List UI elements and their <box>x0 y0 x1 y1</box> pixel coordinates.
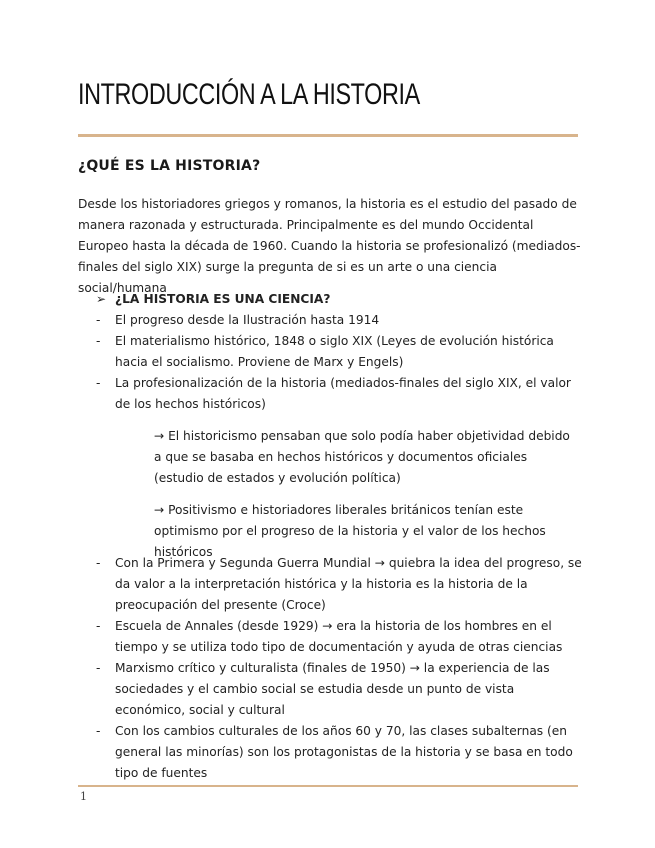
dash-bullet-icon: - <box>96 556 101 570</box>
section-heading: ¿QUÉ ES LA HISTORIA? <box>78 158 261 174</box>
list-item <box>78 553 583 616</box>
list-item <box>78 721 583 784</box>
list-item <box>78 658 583 721</box>
list-item-text: Marxismo crítico y culturalista (finales de 1950) → la experiencia de las sociedades y el cambio social se estudia desde un punto de vista económico, social y cultural <box>115 661 550 717</box>
list-item <box>78 331 583 373</box>
dash-bullet-icon: - <box>96 376 101 390</box>
list-item-text: Con los cambios culturales de los años 60 y 70, las clases subalternas (en general las minorías) son los protagonistas de la historia y se basa en todo tipo de fuentes <box>115 724 573 780</box>
dash-bullet-icon: - <box>96 334 101 348</box>
list-item-text: La profesionalización de la historia (mediados-finales del siglo XIX, el valor de los hechos históricos) <box>115 376 571 411</box>
list-item-text: El progreso desde la Ilustración hasta 1914 <box>115 313 380 327</box>
document-title: INTRODUCCIÓN A LA HISTORIA <box>78 78 420 111</box>
footer-divider <box>78 785 578 787</box>
bullet-list-1 <box>78 289 583 415</box>
bullet-list-2 <box>78 553 583 784</box>
list-item <box>78 616 583 658</box>
dash-bullet-icon: - <box>96 313 101 327</box>
dash-bullet-icon: - <box>96 619 101 633</box>
arrow-bullet-icon: ➢ <box>96 292 107 306</box>
sub-point-historicism: → El historicismo pensaban que solo podía haber objetividad debido a que se basaba en hechos históricos y documentos oficiales (estudio de estados y evolución política) <box>154 429 570 485</box>
dash-bullet-icon: - <box>96 661 101 675</box>
intro-paragraph: Desde los historiadores griegos y romanos, la historia es el estudio del pasado de manera razonada y estructurada. Principalmente es del mundo Occidental Europeo hasta la década de 1960. Cuando la historia se profesionalizó (mediados-finales del siglo XIX) surge la pregunta de si es un arte o una ciencia social/humana <box>78 197 581 295</box>
page-number: 1 <box>80 790 87 803</box>
list-item <box>78 310 583 331</box>
list-item <box>78 289 583 310</box>
list-item-text: ¿LA HISTORIA ES UNA CIENCIA? <box>115 292 331 306</box>
list-item <box>78 373 583 415</box>
list-item-text: Con la Primera y Segunda Guerra Mundial → quiebra la idea del progreso, se da valor a la interpretación histórica y la historia es la historia de la preocupación del presente (Croce) <box>115 556 582 612</box>
title-divider <box>78 134 578 137</box>
sub-point-positivism: → Positivismo e historiadores liberales británicos tenían este optimismo por el progreso de la historia y el valor de los hechos históricos <box>154 503 546 559</box>
dash-bullet-icon: - <box>96 724 101 738</box>
list-item-text: El materialismo histórico, 1848 o siglo XIX (Leyes de evolución histórica hacia el socialismo. Proviene de Marx y Engels) <box>115 334 554 369</box>
list-item-text: Escuela de Annales (desde 1929) → era la historia de los hombres en el tiempo y se utiliza todo tipo de documentación y ayuda de otras ciencias <box>115 619 563 654</box>
